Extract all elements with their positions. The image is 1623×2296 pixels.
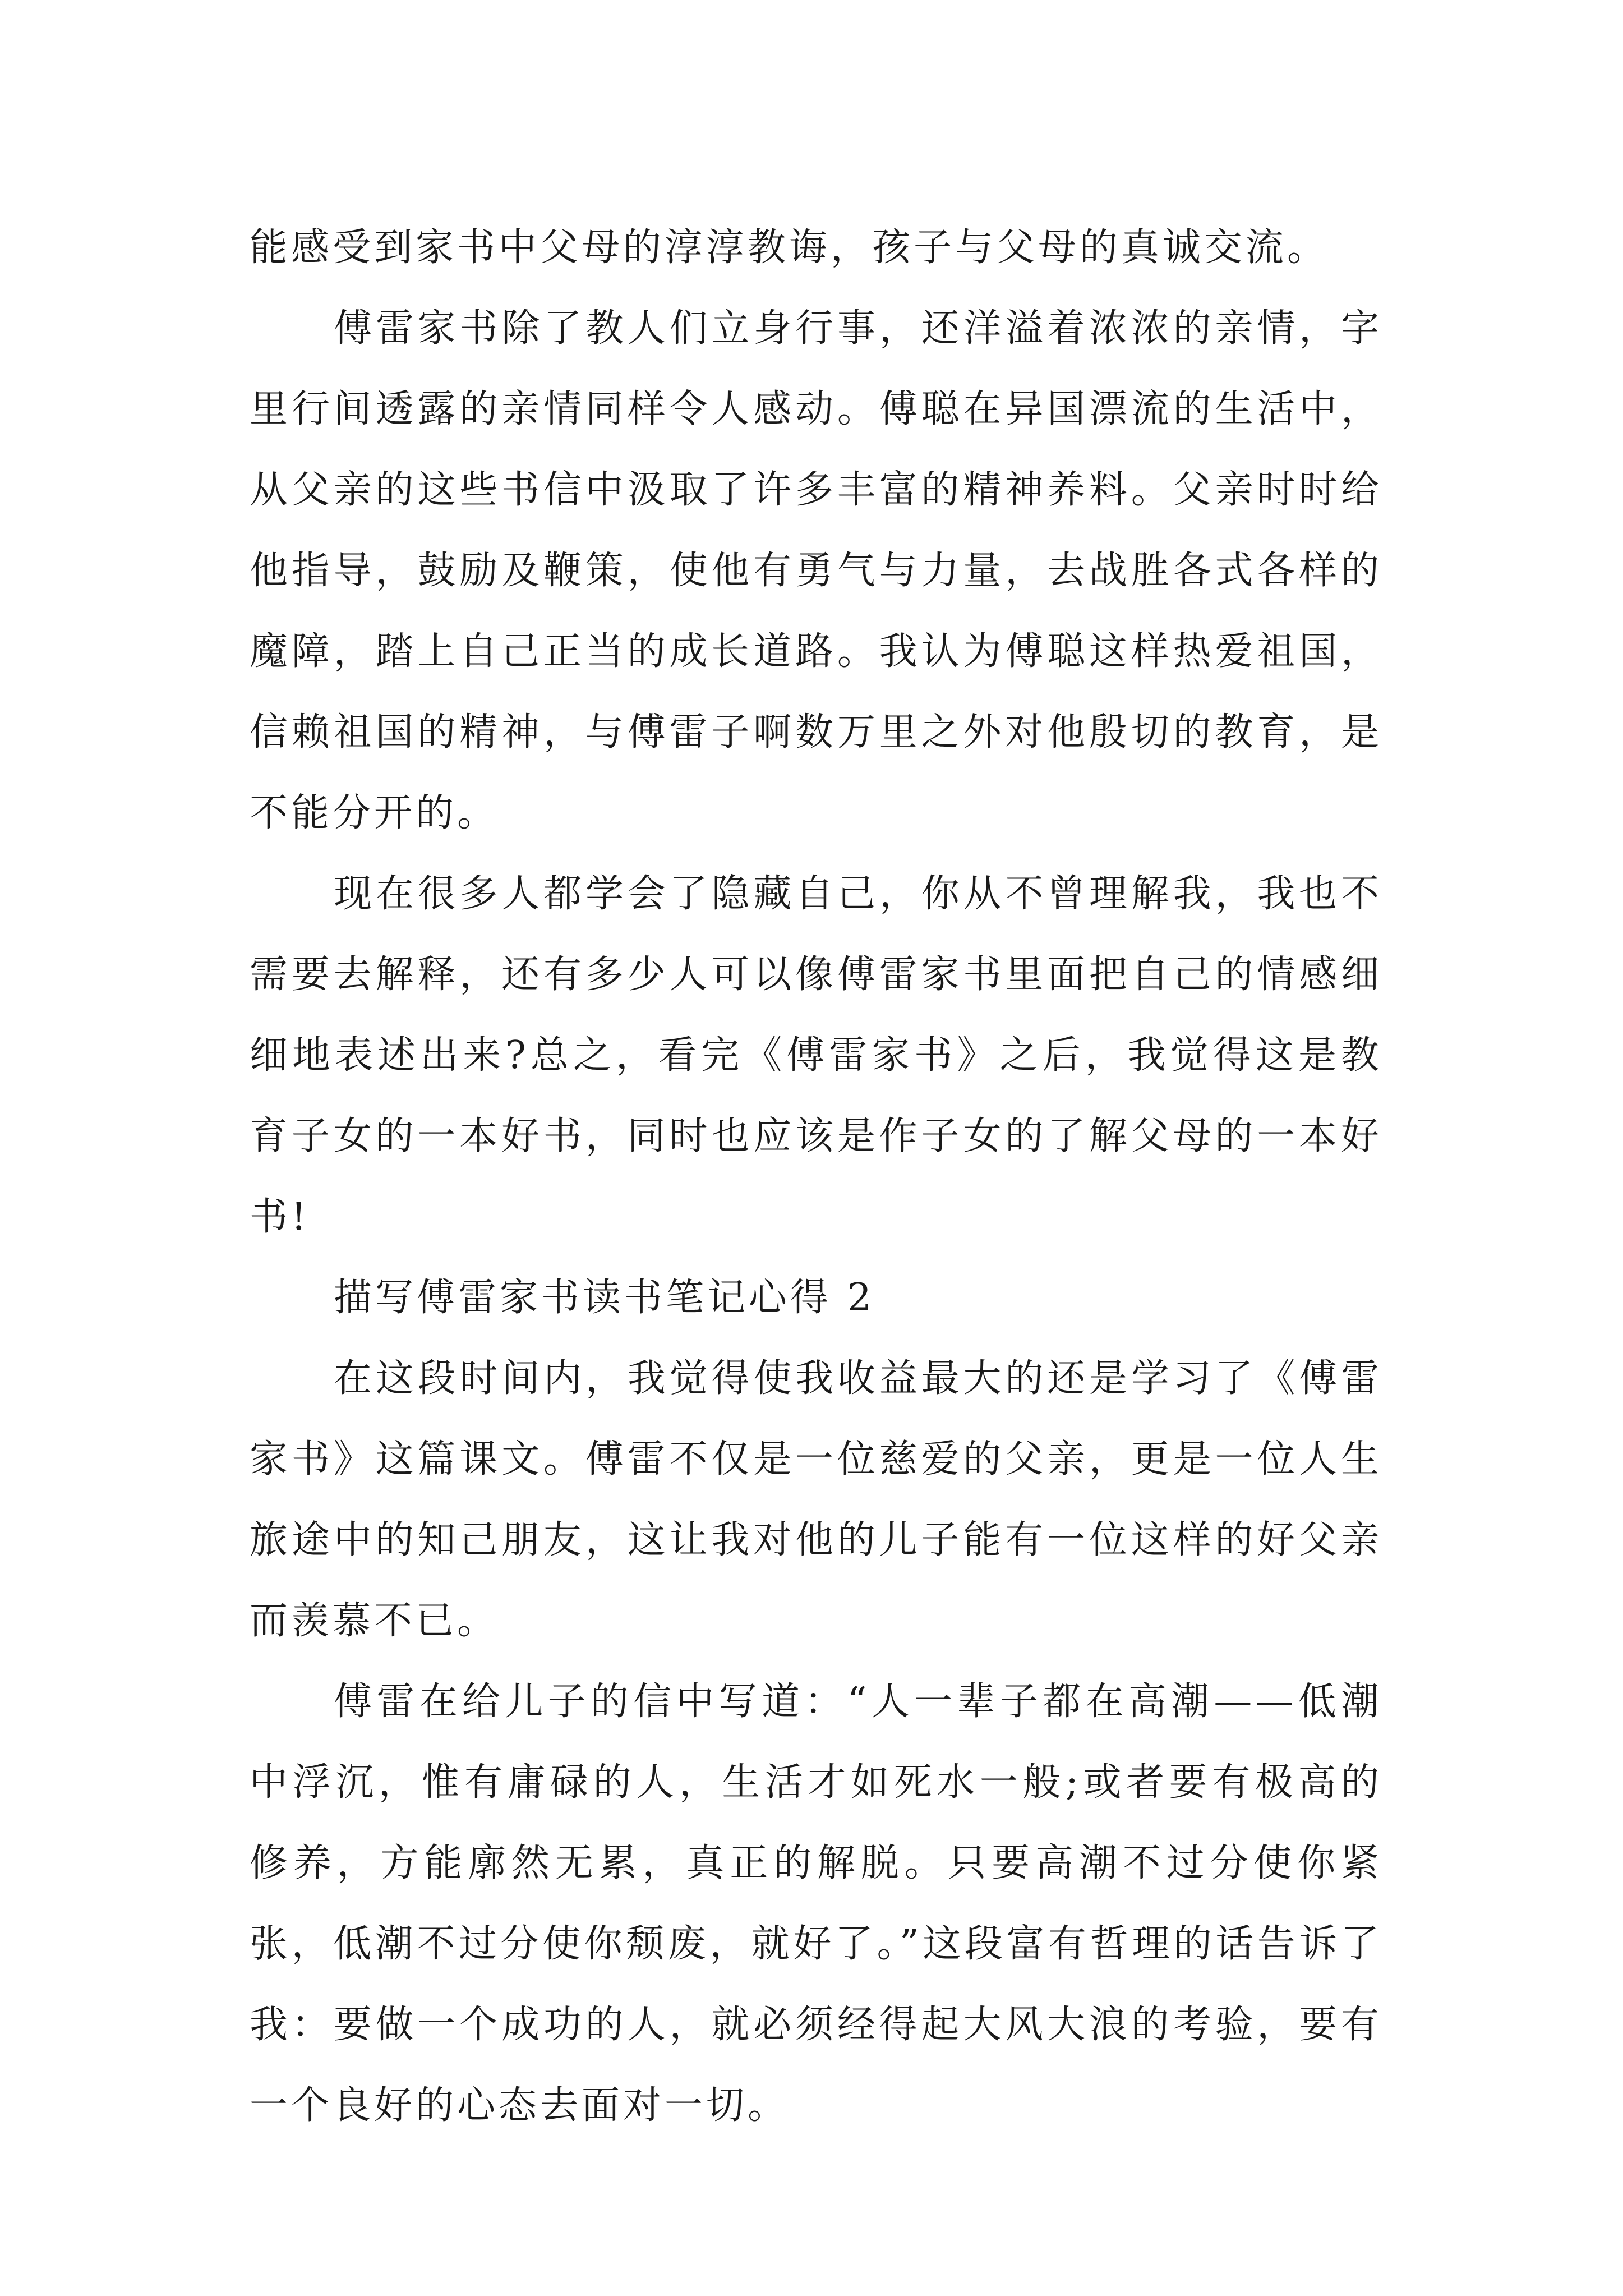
paragraph-hiding-feelings: 现在很多人都学会了隐藏自己，你从不曾理解我，我也不需要去解释，还有多少人可以像傅雷家书里面把自己的情感细细地表述出来?总之，看完《傅雷家书》之后，我觉得这是教育子女的一本好书，同时也应该是作子女的了解父母的一本好书!	[250, 872, 1382, 1239]
document-body	[250, 208, 1382, 2146]
paragraph-continuation: 能感受到家书中父母的淳淳教诲，孩子与父母的真诚交流。	[250, 226, 1329, 270]
paragraph-quote: 傅雷在给儿子的信中写道：“人一辈子都在高潮——低潮中浮沉，惟有庸碌的人，生活才如死水一般;或者要有极高的修养，方能廓然无累，真正的解脱。只要高潮不过分使你紧张，低潮不过分使你颓废，就好了。”这段富有哲理的话告诉了我：要做一个成功的人，就必须经得起大风大浪的考验，要有一个良好的心态去面对一切。	[250, 1680, 1382, 2128]
paragraph-learning: 在这段时间内，我觉得使我收益最大的还是学习了《傅雷家书》这篇课文。傅雷不仅是一位慈爱的父亲，更是一位人生旅途中的知己朋友，这让我对他的儿子能有一位这样的好父亲而羡慕不已。	[250, 1356, 1382, 1643]
section-heading: 描写傅雷家书读书笔记心得 2	[334, 1276, 875, 1320]
paragraph-family-affection: 傅雷家书除了教人们立身行事，还洋溢着浓浓的亲情，字里行间透露的亲情同样令人感动。傅聪在异国漂流的生活中，从父亲的这些书信中汲取了许多丰富的精神养料。父亲时时给他指导，鼓励及鞭策，使他有勇气与力量，去战胜各式各样的魔障，踏上自己正当的成长道路。我认为傅聪这样热爱祖国，信赖祖国的精神，与傅雷子啊数万里之外对他殷切的教育，是不能分开的。	[250, 306, 1382, 835]
